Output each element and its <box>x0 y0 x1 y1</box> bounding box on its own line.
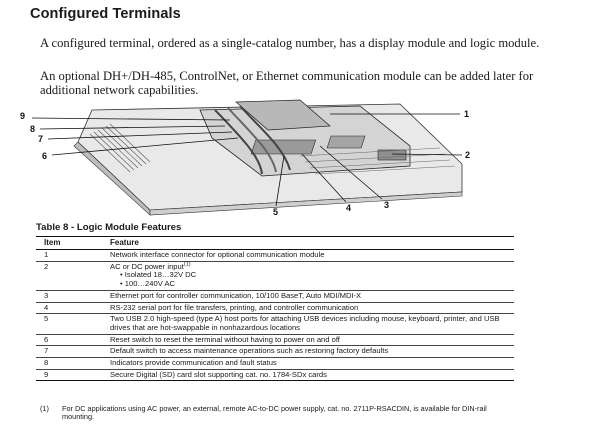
item-number: 9 <box>36 369 106 381</box>
callout-6: 6 <box>42 151 48 161</box>
list-item: • 100…240V AC <box>120 280 510 289</box>
comm-module-paragraph: An optional DH+/DH-485, ControlNet, or Ethernet communication module can be added later for additional network capabilities. <box>40 69 534 97</box>
table-row <box>36 369 514 381</box>
callout-8: 8 <box>30 124 36 134</box>
callout-2: 2 <box>465 150 471 160</box>
feature-text: Secure Digital (SD) card slot supporting cat. no. 1784-SDx cards <box>106 369 514 381</box>
header-item: Item <box>36 237 106 250</box>
footnote-text: For DC applications using AC power, an external, remote AC-to-DC power supply, cat. no. 2711P-RSACDIN, is available for DIN-rail mounting. <box>62 404 487 422</box>
page-title: Configured Terminals <box>30 6 181 22</box>
feature-cell <box>106 261 514 290</box>
logic-module-features-table <box>36 236 514 381</box>
list-item: • Isolated 18…32V DC <box>120 271 510 280</box>
item-number: 5 <box>36 314 106 334</box>
callout-9: 9 <box>20 111 26 121</box>
item-number: 8 <box>36 358 106 370</box>
terminal-illustration <box>74 100 462 215</box>
table-row <box>36 334 514 346</box>
power-options-list <box>110 271 510 288</box>
feature-text: Default switch to access maintenance operations such as restoring factory defaults <box>106 346 514 358</box>
table-row <box>36 261 514 290</box>
callout-1: 1 <box>464 109 470 119</box>
callout-3: 3 <box>384 200 390 210</box>
feature-text: AC or DC power input <box>110 261 184 271</box>
footnote <box>40 405 520 422</box>
feature-text: Ethernet port for controller communication, 10/100 BaseT, Auto MDI/MDI-X <box>106 290 514 302</box>
item-number: 4 <box>36 302 106 314</box>
table-row <box>36 346 514 358</box>
table-header-row <box>36 237 514 250</box>
callout-4: 4 <box>346 203 352 213</box>
item-number: 2 <box>36 261 106 290</box>
logic-module-figure <box>0 96 600 216</box>
item-number: 7 <box>36 346 106 358</box>
header-feature: Feature <box>106 237 514 250</box>
table-row <box>36 290 514 302</box>
feature-text: Indicators provide communication and fault status <box>106 358 514 370</box>
table-row <box>36 314 514 334</box>
table-caption: Table 8 - Logic Module Features <box>36 222 182 233</box>
footnote-ref: (1) <box>183 261 191 268</box>
item-number: 6 <box>36 334 106 346</box>
callout-5: 5 <box>273 207 279 216</box>
feature-text: Two USB 2.0 high-speed (type A) host ports for attaching USB devices including mouse, keyboard, printer, and USB drives that are hot-swappable in nonhazardous locations <box>106 314 514 334</box>
callout-7: 7 <box>38 134 44 144</box>
intro-paragraph: A configured terminal, ordered as a single-catalog number, has a display module and logic module. <box>40 36 540 50</box>
item-number: 1 <box>36 250 106 262</box>
footnote-mark: (1) <box>40 404 49 413</box>
table-row <box>36 302 514 314</box>
feature-text: Network interface connector for optional communication module <box>106 250 514 262</box>
item-number: 3 <box>36 290 106 302</box>
feature-text: RS-232 serial port for file transfers, printing, and controller communication <box>106 302 514 314</box>
table-row <box>36 250 514 262</box>
table-row <box>36 358 514 370</box>
feature-text: Reset switch to reset the terminal without having to power on and off <box>106 334 514 346</box>
